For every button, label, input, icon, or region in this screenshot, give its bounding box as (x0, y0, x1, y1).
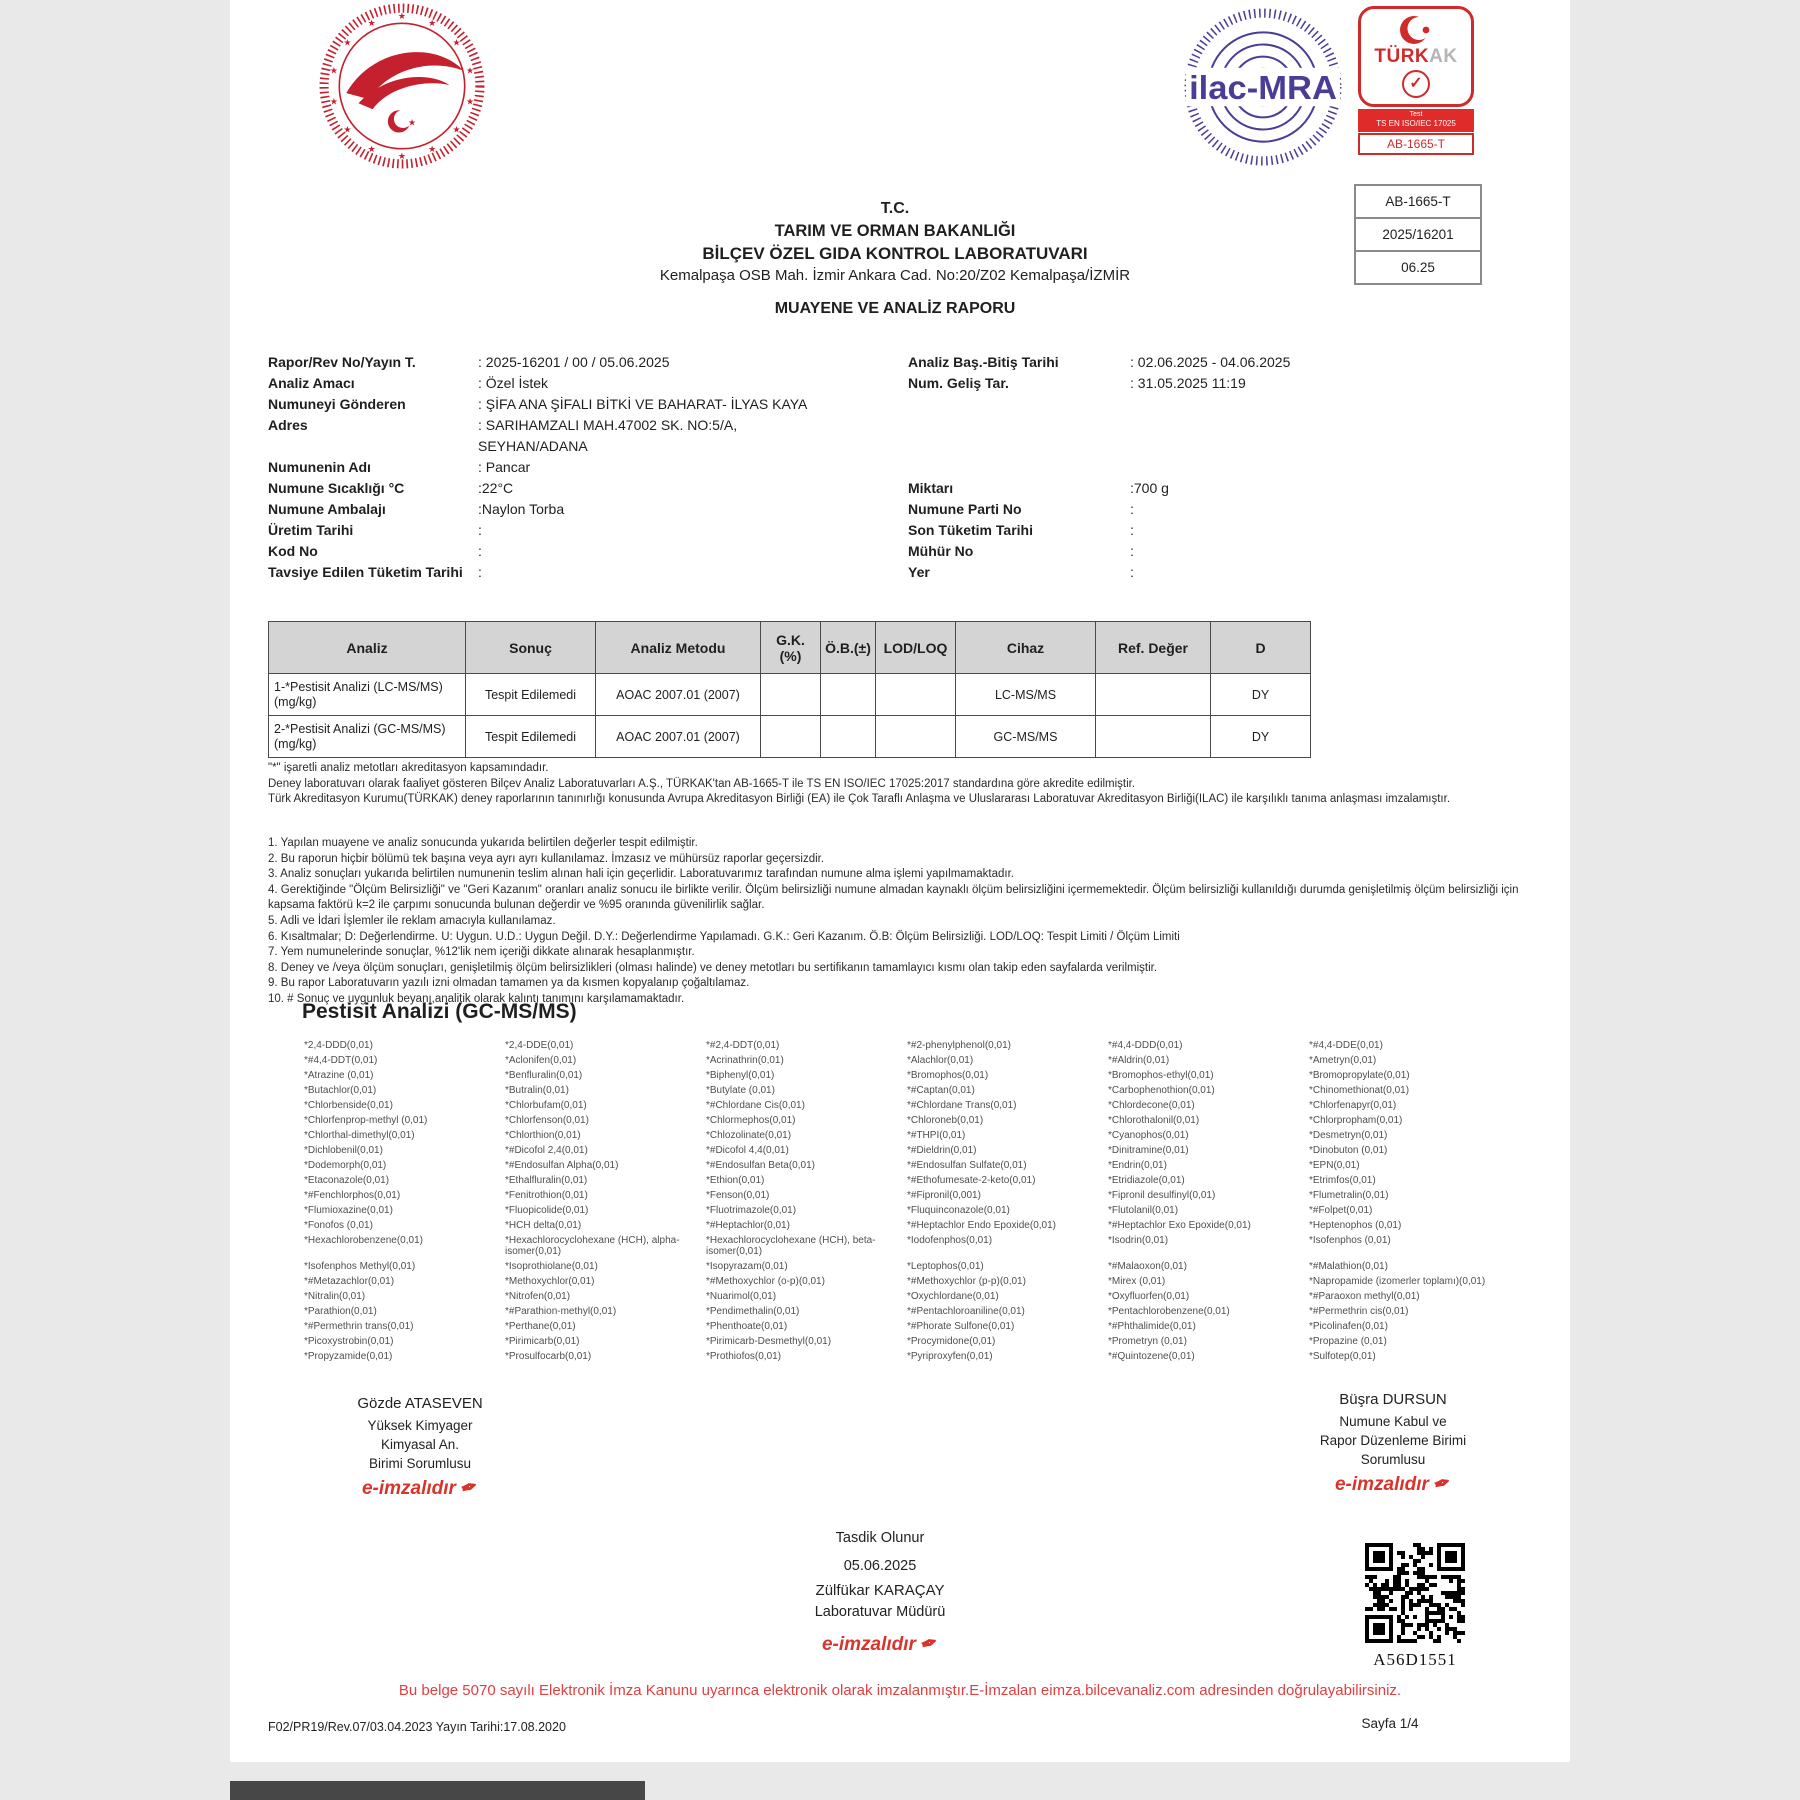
info-value: : (478, 564, 482, 580)
pesticide-item: *Isofenphos (0,01) (1309, 1235, 1391, 1246)
turkak-word-ak: AK (1429, 46, 1458, 67)
ilac-mra-logo-icon (1182, 6, 1344, 168)
signer-title-line: Numune Kabul ve (1339, 1414, 1447, 1429)
results-column-header: Ref. Değer (1096, 622, 1211, 674)
pesticide-item: *Chlorpropham(0,01) (1309, 1115, 1403, 1126)
info-row (268, 478, 1560, 499)
signer-name: Gözde ATASEVEN (357, 1395, 483, 1412)
pesticide-item: *#Aldrin(0,01) (1108, 1055, 1170, 1066)
pesticide-item: *Chlorfenprop-methyl (0,01) (304, 1115, 428, 1126)
approval-label: Tasdik Olunur (835, 1530, 925, 1546)
letterhead-tc: T.C. (880, 200, 910, 217)
pesticide-item: *Bromopropylate(0,01) (1309, 1070, 1410, 1081)
svg-text:★: ★ (428, 18, 437, 29)
pesticide-item: *#4,4-DDT(0,01) (304, 1055, 378, 1066)
info-label: Kod No (268, 543, 318, 559)
letterhead-lab-name: BİLÇEV ÖZEL GIDA KONTROL LABORATUVARI (702, 244, 1088, 263)
esignature-stamp: e-imzalıdır ✒ (361, 1474, 482, 1502)
pesticide-item: *Isopyrazam(0,01) (706, 1261, 788, 1272)
note-line: 4. Gerektiğinde "Ölçüm Belirsizliği" ve "Geri Kazanım" oranları analiz sonucu ile birlikte verilir. Ölçüm belirsizliği numune almadan kaynaklı ölçüm belirsizliğini içermemektedir. Ölçüm belirsizliği kullanıldığı durumda genişletilmiş ölçüm belirsizliği için kapsama faktörü k=2 ile çarpımı sonucunda bulunan değerdir ve %95 oranında güvenilirlik sağlar. (268, 883, 1519, 912)
info-label: Numune Ambalajı (268, 501, 386, 517)
info-value: : 2025-16201 / 00 / 05.06.2025 (478, 354, 670, 370)
note-line: 5. Adli ve İdari İşlemler ile reklam amacıyla kullanılamaz. (268, 914, 556, 927)
turkak-wordmark (1361, 47, 1471, 67)
info-value: : (478, 522, 482, 538)
info-value: : SARIHAMZALI MAH.47002 SK. NO:5/A, SEYHAN/ADANA (478, 417, 738, 454)
results-table-body (269, 674, 1311, 758)
pesticide-item: *Fenson(0,01) (706, 1190, 770, 1201)
pesticide-item: *Ethalfluralin(0,01) (505, 1175, 588, 1186)
pesticide-item: *Napropamide (izomerler toplamı)(0,01) (1309, 1276, 1486, 1287)
pesticide-item: *#Malathion(0,01) (1309, 1261, 1388, 1272)
svg-text:★: ★ (329, 96, 338, 107)
pesticide-item: *#4,4-DDD(0,01) (1108, 1040, 1183, 1051)
svg-text:★: ★ (367, 143, 376, 154)
pesticide-item: *#Paraoxon methyl(0,01) (1309, 1291, 1420, 1302)
info-label: Num. Geliş Tar. (908, 375, 1009, 391)
pesticide-item: *Biphenyl(0,01) (706, 1070, 775, 1081)
note-line: 7. Yem numunelerinde sonuçlar, %12'lik nem içeriği dikkate alınarak hesaplanmıştır. (268, 946, 695, 959)
pesticide-item: *Propyzamide(0,01) (304, 1351, 393, 1362)
signer-title-line: Rapor Düzenleme Birimi (1319, 1433, 1467, 1448)
info-row (268, 562, 1560, 583)
note-line: 9. Bu rapor Laboratuvarın yazılı izni olmadan tamamen ya da kısmen kopyalanıp çoğaltılamaz. (268, 977, 750, 990)
info-label: Adres (268, 417, 308, 433)
letterhead (230, 198, 1560, 287)
pesticide-item: *#Malaoxon(0,01) (1108, 1261, 1187, 1272)
results-cell: GC-MS/MS (956, 716, 1096, 758)
results-cell (876, 716, 956, 758)
svg-text:★: ★ (452, 37, 461, 48)
pesticide-item: *#Endosulfan Sulfate(0,01) (907, 1160, 1027, 1171)
pesticide-item: *Fluquinconazole(0,01) (907, 1205, 1010, 1216)
pesticide-item: *#Dicofol 2,4(0,01) (505, 1145, 588, 1156)
pesticide-list (304, 1040, 1500, 1366)
pesticide-item: *Butachlor(0,01) (304, 1085, 377, 1096)
pesticide-item: *#Heptachlor Exo Epoxide(0,01) (1108, 1220, 1251, 1231)
svg-text:★: ★ (343, 124, 352, 135)
info-value: : (1130, 543, 1134, 559)
pesticide-item: *#Heptachlor(0,01) (706, 1220, 790, 1231)
pesticide-item: *Chlorbenside(0,01) (304, 1100, 393, 1111)
results-column-header: Cihaz (956, 622, 1096, 674)
turkak-scope-band (1358, 109, 1474, 132)
accreditation-notes (268, 761, 1546, 808)
pesticide-item: *Fonofos (0,01) (304, 1220, 373, 1231)
pesticide-item: *Isoprothiolane(0,01) (505, 1261, 598, 1272)
results-column-header: D (1211, 622, 1311, 674)
pesticide-item: *Isodrin(0,01) (1108, 1235, 1169, 1246)
note-line: 3. Analiz sonuçları yukarıda belirtilen numunenin teslim alınan hali için geçerlidir. Laboratuvarımız tarafından numune alma işlemi yapılmamaktadır. (268, 868, 1014, 881)
pesticide-item: *#2-phenylphenol(0,01) (907, 1040, 1011, 1051)
bottom-ui-bar (230, 1781, 645, 1800)
pesticide-item: *HCH delta(0,01) (505, 1220, 582, 1231)
pesticide-item: *Acrinathrin(0,01) (706, 1055, 784, 1066)
pesticide-item: *Mirex (0,01) (1108, 1276, 1166, 1287)
pesticide-item: *Butylate (0,01) (706, 1085, 775, 1096)
pesticide-item: *Chlorbufam(0,01) (505, 1100, 587, 1111)
pesticide-item: *#Heptachlor Endo Epoxide(0,01) (907, 1220, 1056, 1231)
info-label: Miktarı (908, 480, 954, 496)
numbered-notes (268, 836, 1546, 1008)
turkak-word-turk: TÜRK (1374, 46, 1430, 67)
pesticide-item: *Ametryn(0,01) (1309, 1055, 1377, 1066)
pesticide-item: *Bromophos-ethyl(0,01) (1108, 1070, 1214, 1081)
results-row (269, 674, 1311, 716)
pesticide-item: *#Phthalimide(0,01) (1108, 1321, 1196, 1332)
pesticide-item: *#Phorate Sulfone(0,01) (907, 1321, 1015, 1332)
note-line: 1. Yapılan muayene ve analiz sonucunda yukarıda belirtilen değerler tespit edilmiştir. (268, 837, 698, 849)
pesticide-item: *Nitralin(0,01) (304, 1291, 366, 1302)
signature-block-left (290, 1392, 550, 1500)
info-label: Numunenin Adı (268, 459, 371, 475)
pesticide-item: *Prometryn (0,01) (1108, 1336, 1187, 1347)
pesticide-item: *#Fenchlorphos(0,01) (304, 1190, 401, 1201)
results-cell (821, 674, 876, 716)
svg-text:★: ★ (428, 143, 437, 154)
pesticide-item: *Carbophenothion(0,01) (1108, 1085, 1215, 1096)
letterhead-address: Kemalpaşa OSB Mah. İzmir Ankara Cad. No:20/Z02 Kemalpaşa/İZMİR (659, 267, 1131, 284)
pesticide-item: *Ethion(0,01) (706, 1175, 765, 1186)
pesticide-item: *Nuarimol(0,01) (706, 1291, 777, 1302)
pesticide-item: *Flumioxazine(0,01) (304, 1205, 393, 1216)
results-cell: LC-MS/MS (956, 674, 1096, 716)
pesticide-item: *Chlozolinate(0,01) (706, 1130, 792, 1141)
quill-pen-icon: ✒ (1431, 1470, 1455, 1498)
pesticide-item: *Fluotrimazole(0,01) (706, 1205, 797, 1216)
results-cell: DY (1211, 674, 1311, 716)
pesticide-item: *Pirimicarb-Desmethyl(0,01) (706, 1336, 832, 1347)
pesticide-item: *Chlorothalonil(0,01) (1108, 1115, 1200, 1126)
info-value: : Pancar (478, 459, 531, 475)
pesticide-item: *Heptenophos (0,01) (1309, 1220, 1402, 1231)
turkak-logo-box (1358, 6, 1474, 107)
info-label: Analiz Baş.-Bitiş Tarihi (908, 354, 1059, 370)
pesticide-item: *Fenitrothion(0,01) (505, 1190, 588, 1201)
info-value: :700 g (1130, 480, 1169, 496)
results-cell: 2-*Pestisit Analizi (GC-MS/MS) (mg/kg) (269, 716, 466, 758)
pesticide-item: *Flutolanil(0,01) (1108, 1205, 1179, 1216)
signer-title-line: Sorumlusu (1360, 1452, 1426, 1467)
results-column-header: Sonuç (466, 622, 596, 674)
pesticide-item: *Propazine (0,01) (1309, 1336, 1387, 1347)
info-value: : (1130, 501, 1134, 517)
pesticide-item: *Aclonifen(0,01) (505, 1055, 577, 1066)
results-cell: DY (1211, 716, 1311, 758)
pesticide-item: *Procymidone(0,01) (907, 1336, 996, 1347)
pesticide-item: *Alachlor(0,01) (907, 1055, 974, 1066)
svg-text:★: ★ (367, 18, 376, 29)
info-value: : (1130, 564, 1134, 580)
pesticide-item: *#Permethrin cis(0,01) (1309, 1306, 1409, 1317)
results-column-header: Ö.B.(±) (821, 622, 876, 674)
note-line: 2. Bu raporun hiçbir bölümü tek başına veya ayrı ayrı kullanılamaz. İmzasız ve mühürsüz raporlar geçersizdir. (268, 852, 825, 865)
pesticide-item: *#Parathion-methyl(0,01) (505, 1306, 617, 1317)
pesticide-item: *#Folpet(0,01) (1309, 1205, 1373, 1216)
pesticide-item: *#Metazachlor(0,01) (304, 1276, 395, 1287)
results-column-header: Analiz (269, 622, 466, 674)
signer-title-line: Birimi Sorumlusu (368, 1456, 472, 1471)
pesticide-item: *Hexachlorocyclohexane (HCH), alpha-isomer(0,01) (505, 1235, 680, 1257)
info-label: Son Tüketim Tarihi (908, 522, 1033, 538)
pesticide-item: *#Quintozene(0,01) (1108, 1351, 1195, 1362)
pesticide-item: *Etaconazole(0,01) (304, 1175, 390, 1186)
note-line: 8. Deney ve /veya ölçüm sonuçları, genişletilmiş ölçüm belirsizlikleri (olması halinde) ve deney metotları bu sertifikanın tamamlayıcı kısmı olan takip eden sayfalarda verilmiştir. (268, 961, 1158, 974)
info-row (268, 352, 1560, 373)
results-cell: Tespit Edilemedi (466, 674, 596, 716)
info-label: Üretim Tarihi (268, 522, 354, 538)
report-title: MUAYENE VE ANALİZ RAPORU (774, 300, 1016, 317)
info-label: Yer (908, 564, 930, 580)
pesticide-section-title: Pestisit Analizi (GC-MS/MS) (302, 1000, 577, 1023)
signer-name: Büşra DURSUN (1339, 1391, 1447, 1408)
info-row (268, 541, 1560, 562)
pesticide-item: *Perthane(0,01) (505, 1321, 576, 1332)
pesticide-item: *#Dieldrin(0,01) (907, 1145, 977, 1156)
svg-text:★: ★ (452, 124, 461, 135)
results-cell: Tespit Edilemedi (466, 716, 596, 758)
pesticide-item: *#Endosulfan Beta(0,01) (706, 1160, 815, 1171)
pesticide-item: *Dinitramine(0,01) (1108, 1145, 1189, 1156)
pesticide-item: *#4,4-DDE(0,01) (1309, 1040, 1383, 1051)
results-cell: 1-*Pestisit Analizi (LC-MS/MS) (mg/kg) (269, 674, 466, 716)
pesticide-item: *Sulfotep(0,01) (1309, 1351, 1376, 1362)
info-label: Numune Sıcaklığı °C (268, 480, 405, 496)
ilac-mra-text: ilac-MRA (1189, 70, 1337, 108)
results-table (268, 621, 1311, 758)
info-value: : ŞİFA ANA ŞİFALI BİTKİ VE BAHARAT- İLYAS KAYA (478, 396, 808, 412)
svg-text:★: ★ (343, 37, 352, 48)
results-cell (1096, 674, 1211, 716)
report-code-cell: AB-1665-T (1356, 186, 1480, 219)
report-page (230, 0, 1570, 1762)
info-label: Tavsiye Edilen Tüketim Tarihi (268, 564, 463, 580)
pesticide-item: *#Dicofol 4,4(0,01) (706, 1145, 789, 1156)
pesticide-item: *#Pentachloroaniline(0,01) (907, 1306, 1025, 1317)
pesticide-item: *Butralin(0,01) (505, 1085, 569, 1096)
crescent-star-icon (1399, 13, 1433, 47)
pesticide-item: *Nitrofen(0,01) (505, 1291, 571, 1302)
results-cell (821, 716, 876, 758)
qr-code (1365, 1543, 1465, 1643)
svg-text:★: ★ (397, 11, 407, 22)
pesticide-item: *Desmetryn(0,01) (1309, 1130, 1388, 1141)
results-column-header: Analiz Metodu (596, 622, 761, 674)
pesticide-item: *Atrazine (0,01) (304, 1070, 374, 1081)
pesticide-item: *#Ethofumesate-2-keto(0,01) (907, 1175, 1036, 1186)
page-number: Sayfa 1/4 (1361, 1716, 1419, 1731)
info-value: : 31.05.2025 11:19 (1130, 375, 1246, 391)
results-cell (761, 674, 821, 716)
pesticide-item: *Oxyfluorfen(0,01) (1108, 1291, 1190, 1302)
pesticide-item: *Hexachlorobenzene(0,01) (304, 1235, 423, 1246)
pesticide-item: *#Chlordane Trans(0,01) (907, 1100, 1017, 1111)
pesticide-item: *Flumetralin(0,01) (1309, 1190, 1389, 1201)
pesticide-item: *#Endosulfan Alpha(0,01) (505, 1160, 619, 1171)
results-cell (876, 674, 956, 716)
pesticide-item: *Picolinafen(0,01) (1309, 1321, 1388, 1332)
pesticide-item: *Methoxychlor(0,01) (505, 1276, 595, 1287)
turkak-mark (1358, 6, 1474, 155)
pesticide-item: *Dichlobenil(0,01) (304, 1145, 383, 1156)
turkak-band-line1: Test (1409, 111, 1423, 118)
pesticide-item: *Chlorthion(0,01) (505, 1130, 581, 1141)
info-value: :Naylon Torba (478, 501, 565, 517)
pesticide-item: *Endrin(0,01) (1108, 1160, 1167, 1171)
pesticide-item: *Chlorfenson(0,01) (505, 1115, 589, 1126)
pesticide-item: *2,4-DDE(0,01) (505, 1040, 574, 1051)
svg-text:★: ★ (466, 96, 475, 107)
pesticide-item: *#Methoxychlor (o-p)(0,01) (706, 1276, 825, 1287)
info-row (268, 499, 1560, 520)
results-column-header: G.K. (%) (761, 622, 821, 674)
pesticide-item: *Isofenphos Methyl(0,01) (304, 1261, 416, 1272)
pesticide-item: *Pirimicarb(0,01) (505, 1336, 580, 1347)
form-code: F02/PR19/Rev.07/03.04.2023 Yayın Tarihi:17.08.2020 (268, 1720, 566, 1734)
pesticide-item: *Parathion(0,01) (304, 1306, 377, 1317)
pesticide-item: *Chlorthal-dimethyl(0,01) (304, 1130, 415, 1141)
svg-text:★: ★ (408, 117, 417, 128)
results-column-header: LOD/LOQ (876, 622, 956, 674)
results-cell (1096, 716, 1211, 758)
accreditation-note-line: "*" işaretli analiz metotları akreditasyon kapsamındadır. (268, 762, 549, 774)
pesticide-item: *Benfluralin(0,01) (505, 1070, 583, 1081)
pesticide-item: *#THPI(0,01) (907, 1130, 966, 1141)
svg-text:★: ★ (329, 65, 338, 76)
signer-title-line: Kimyasal An. (380, 1437, 460, 1452)
pesticide-item: *Pentachlorobenzene(0,01) (1108, 1306, 1230, 1317)
verification-code: A56D1551 (1373, 1650, 1457, 1669)
quill-pen-icon: ✒ (918, 1630, 942, 1658)
pesticide-item: *#Captan(0,01) (907, 1085, 975, 1096)
pesticide-item: *Fipronil desulfinyl(0,01) (1108, 1190, 1216, 1201)
info-value: : (1130, 522, 1134, 538)
report-code-cell: 06.25 (1401, 260, 1435, 275)
pesticide-item: *Chinomethionat(0,01) (1309, 1085, 1410, 1096)
esignature-stamp: e-imzalıdır ✒ (1334, 1470, 1455, 1498)
esignature-stamp: e-imzalıdır ✒ (821, 1630, 942, 1658)
pesticide-item: *2,4-DDD(0,01) (304, 1040, 373, 1051)
info-label: Numune Parti No (908, 501, 1022, 517)
info-row (268, 373, 1560, 394)
accreditation-note-line: Türk Akreditasyon Kurumu(TÜRKAK) deney raporlarının tanınırlığı konusunda Avrupa Akreditasyon Birliği (EA) ile Çok Taraflı Anlaşma ve Uluslararası Laboratuvar Akreditasyon Birliği(ILAC) ile karşılıklı tanıma anlaşması imzalamıştır. (268, 793, 1451, 805)
ministry-emblem-icon (316, 0, 488, 172)
info-row (268, 394, 1560, 415)
pesticide-item: *Iodofenphos(0,01) (907, 1235, 993, 1246)
quill-pen-icon: ✒ (458, 1474, 482, 1502)
pesticide-item: *#Chlordane Cis(0,01) (706, 1100, 805, 1111)
svg-text:★: ★ (397, 150, 407, 161)
signature-block-center (750, 1524, 1010, 1656)
pesticide-item: *Phenthoate(0,01) (706, 1321, 788, 1332)
results-header-row (269, 622, 1311, 674)
turkak-accreditation-code: AB-1665-T (1358, 133, 1474, 155)
info-row (268, 415, 1560, 457)
letterhead-ministry: TARIM VE ORMAN BAKANLIĞI (774, 222, 1016, 240)
pesticide-item: *#Fipronil(0,001) (907, 1190, 981, 1201)
pesticide-item: *Oxychlordane(0,01) (907, 1291, 999, 1302)
signer-title-line: Laboratuvar Müdürü (814, 1604, 946, 1620)
pesticide-item: *Picoxystrobin(0,01) (304, 1336, 394, 1347)
pesticide-item: *Etridiazole(0,01) (1108, 1175, 1185, 1186)
pesticide-item: *Prothiofos(0,01) (706, 1351, 782, 1362)
info-row (268, 457, 1560, 478)
info-label: Mühür No (908, 543, 974, 559)
info-label: Numuneyi Gönderen (268, 396, 406, 412)
pesticide-item: *#Methoxychlor (p-p)(0,01) (907, 1276, 1026, 1287)
pesticide-item: *Leptophos(0,01) (907, 1261, 984, 1272)
signature-block-right (1263, 1388, 1523, 1496)
pesticide-item: *EPN(0,01) (1309, 1160, 1360, 1171)
results-cell (761, 716, 821, 758)
pesticide-item: *Cyanophos(0,01) (1108, 1130, 1189, 1141)
approval-date: 05.06.2025 (843, 1558, 917, 1574)
info-value: :22°C (478, 480, 514, 496)
results-cell: AOAC 2007.01 (2007) (596, 674, 761, 716)
results-row (269, 716, 1311, 758)
pesticide-item: *Fluopicolide(0,01) (505, 1205, 589, 1216)
pesticide-item: *Dodemorph(0,01) (304, 1160, 387, 1171)
turkak-band-line2: TS EN ISO/IEC 17025 (1376, 119, 1456, 128)
note-line: 10. # Sonuç ve uygunluk beyanı,analitik olarak kalıntı tanımını karşılamamaktadır. (268, 992, 685, 1005)
accreditation-note-line: Deney laboratuvarı olarak faaliyet gösteren Bilçev Analiz Laboratuvarları A.Ş., TÜRKAK'tan AB-1665-T ile TS EN ISO/IEC 17025:2017 standardına göre akredite edilmiştir. (268, 777, 1136, 790)
signer-title-line: Yüksek Kimyager (367, 1418, 473, 1433)
pesticide-item: *#2,4-DDT(0,01) (706, 1040, 780, 1051)
info-value: : 02.06.2025 - 04.06.2025 (1130, 354, 1291, 370)
pesticide-item: *#Permethrin trans(0,01) (304, 1321, 414, 1332)
note-line: 6. Kısaltmalar; D: Değerlendirme. U: Uygun. U.D.: Uygun Değil. D.Y.: Değerlendirme Yapılamadı. G.K.: Geri Kazanım. Ö.B: Ölçüm Belirsizliği. LOD/LOQ: Tespit Limiti / Ölçüm Limiti (268, 930, 1180, 943)
signer-name: Zülfükar KARAÇAY (815, 1582, 945, 1599)
pesticide-item: *Dinobuton (0,01) (1309, 1145, 1388, 1156)
info-grid (268, 352, 1560, 583)
info-label: Analiz Amacı (268, 375, 355, 391)
pesticide-item: *Etrimfos(0,01) (1309, 1175, 1376, 1186)
pesticide-item: *Chlormephos(0,01) (706, 1115, 796, 1126)
results-cell: AOAC 2007.01 (2007) (596, 716, 761, 758)
info-value: : (478, 543, 482, 559)
checkmark-icon: ✓ (1402, 70, 1430, 98)
pesticide-item: *Chloroneb(0,01) (907, 1115, 984, 1126)
esign-legal-notice: Bu belge 5070 sayılı Elektronik İmza Kanunu uyarınca elektronik olarak imzalanmıştır.E-İmzalan eimza.bilcevanaliz.com adresinden doğrulayabilirsiniz. (398, 1682, 1402, 1699)
pesticide-item: *Chlordecone(0,01) (1108, 1100, 1195, 1111)
info-row (268, 520, 1560, 541)
info-value: : Özel İstek (478, 375, 549, 391)
pesticide-item: *Bromophos(0,01) (907, 1070, 989, 1081)
info-label: Rapor/Rev No/Yayın T. (268, 354, 416, 370)
pesticide-item: *Pendimethalin(0,01) (706, 1306, 800, 1317)
results-table-head (269, 622, 1311, 674)
svg-text:★: ★ (466, 65, 475, 76)
report-code-cell: 2025/16201 (1356, 219, 1480, 252)
pesticide-item: *Pyriproxyfen(0,01) (907, 1351, 993, 1362)
pesticide-item: *Hexachlorocyclohexane (HCH), beta-isomer(0,01) (706, 1235, 876, 1257)
pesticide-item: *Chlorfenapyr(0,01) (1309, 1100, 1397, 1111)
pesticide-item: *Prosulfocarb(0,01) (505, 1351, 592, 1362)
